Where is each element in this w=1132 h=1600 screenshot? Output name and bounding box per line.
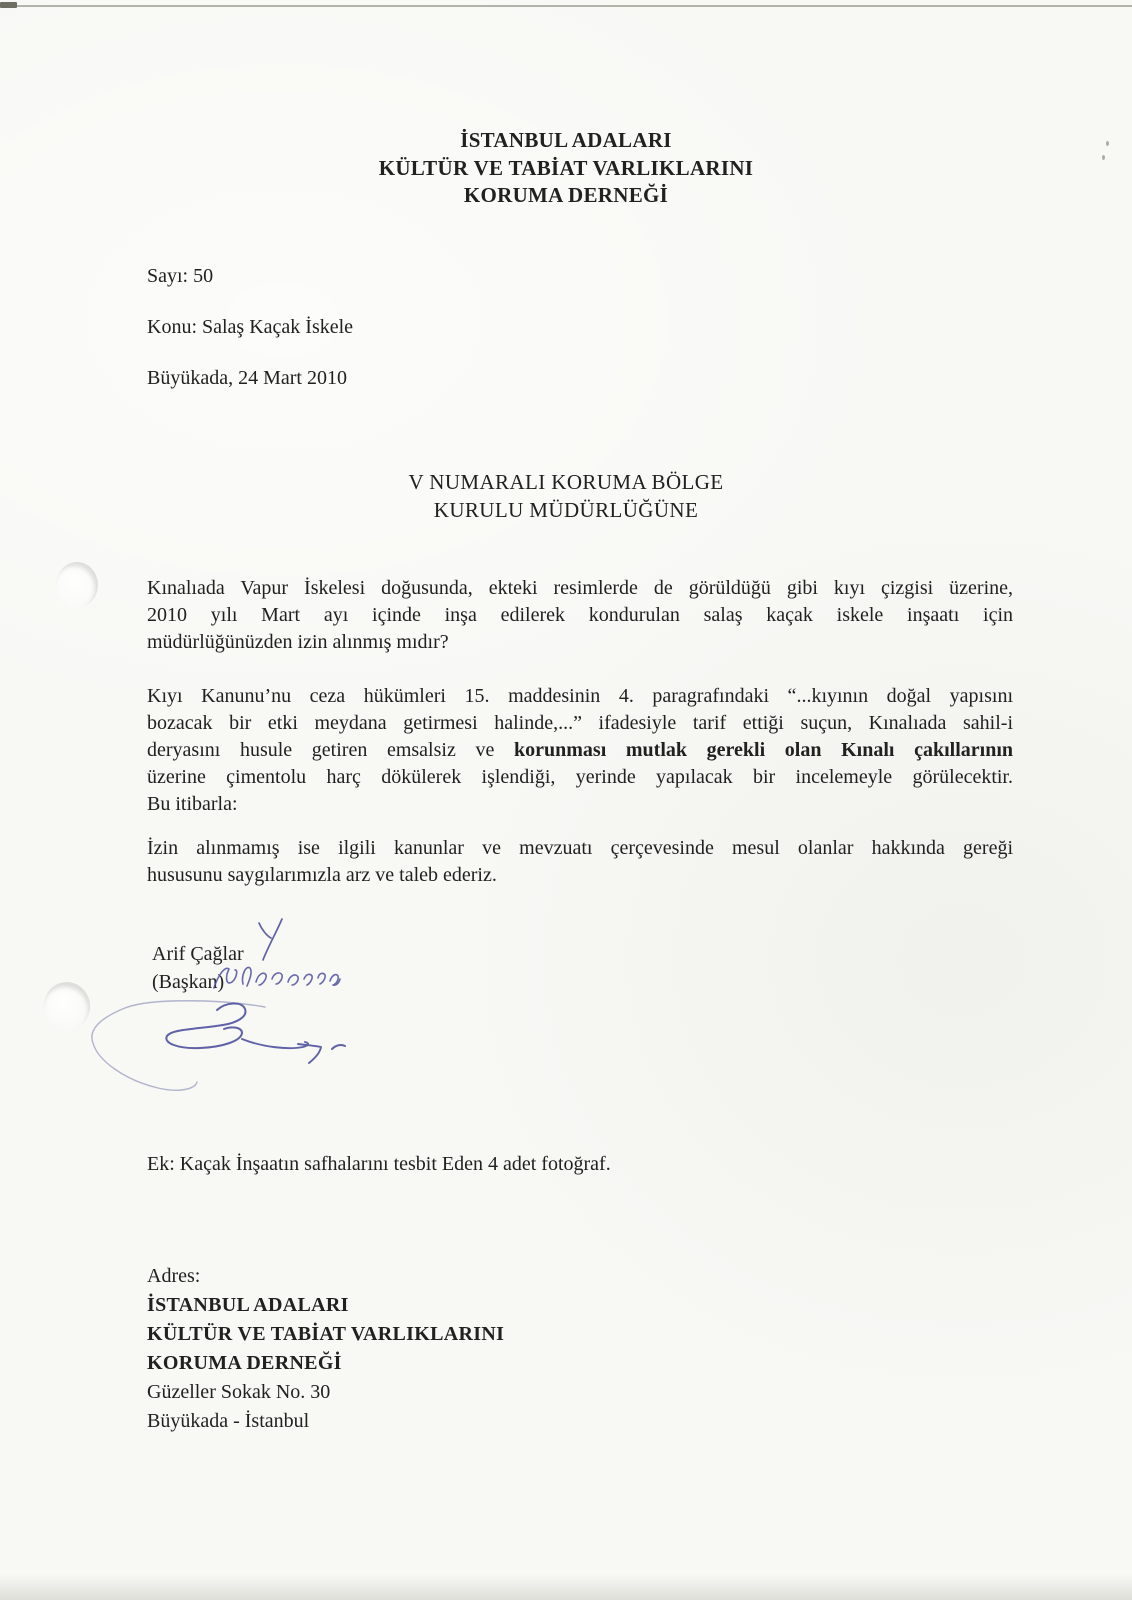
body-line: Kıyı Kanunu’nu ceza hükümleri 15. maddesinin 4. paragrafındaki “...kıyının doğal yapısını [147, 685, 1013, 707]
body-text: deryasını husule getiren emsalsiz ve [147, 739, 514, 761]
body-line: hususunu saygılarımızla arz ve taleb ederiz. [147, 864, 497, 886]
scan-top-edge-artifact [0, 5, 1132, 7]
signatory-name: Arif Çağlar [152, 943, 244, 965]
handwritten-signature [40, 898, 420, 1118]
scan-corner-mark [0, 2, 17, 8]
place-and-date: Büyükada, 24 Mart 2010 [147, 367, 347, 389]
address-org-line-3: KORUMA DERNEĞİ [147, 1352, 342, 1374]
body-line: bozacak bir etki meydana getirmesi halinde,...” ifadesiyle tarif ettiği suçun, Kınalıada sahil-i [147, 712, 1013, 734]
address-street: Güzeller Sokak No. 30 [147, 1381, 331, 1403]
signatory-title: (Başkan) [152, 971, 225, 993]
enclosure-note: Ek: Kaçak İnşaatın safhalarını tesbit Eden 4 adet fotoğraf. [147, 1153, 611, 1175]
address-org-line-1: İSTANBUL ADALARI [147, 1294, 349, 1316]
letterhead [0, 127, 1132, 210]
reference-number: Sayı: 50 [147, 265, 214, 287]
body-line: Kınalıada Vapur İskelesi doğusunda, ekteki resimlerde de görüldüğü gibi kıyı çizgisi üzerine, [147, 577, 1013, 599]
paragraph-3 [147, 835, 1013, 889]
body-line: 2010 yılı Mart ayı içinde inşa edilerek kondurulan salaş kaçak iskele inşaatı için [147, 604, 1013, 626]
address-city: Büyükada - İstanbul [147, 1410, 310, 1432]
address-block [147, 1262, 504, 1436]
recipient-line-2: KURULU MÜDÜRLÜĞÜNE [433, 497, 699, 522]
body-line: müdürlüğünüzden izin alınmış mıdır? [147, 631, 449, 653]
body-line [147, 737, 1013, 764]
hole-punch-ghost [56, 562, 98, 608]
body-line: Bu itibarla: [147, 793, 238, 815]
signature-tail [242, 1039, 321, 1063]
paragraph-2 [147, 683, 1013, 818]
signature-y-mark [259, 919, 282, 960]
letterhead-line-2: KÜLTÜR VE TABİAT VARLIKLARINI [378, 155, 754, 180]
scan-bottom-shade [0, 1574, 1132, 1600]
paragraph-1 [147, 575, 1013, 656]
body-line: üzerine çimentolu harç dökülerek işlendiği, yerinde yapılacak bir incelemeyle görülecektir. [147, 766, 1013, 788]
letterhead-line-3: KORUMA DERNEĞİ [463, 183, 669, 207]
recipient-heading [0, 469, 1132, 524]
letterhead-line-1: İSTANBUL ADALARI [460, 128, 672, 152]
signature-inner-curl [166, 1003, 245, 1048]
signature-handwritten-word [214, 967, 340, 988]
recipient-line-1: V NUMARALI KORUMA BÖLGE [408, 470, 724, 494]
bold-emphasis: korunması mutlak gerekli olan Kınalı çakıllarının [514, 739, 1013, 761]
address-org-line-2: KÜLTÜR VE TABİAT VARLIKLARINI [147, 1323, 505, 1345]
reference-subject: Konu: Salaş Kaçak İskele [147, 316, 354, 338]
signature-end-dash [332, 1045, 345, 1049]
address-label: Adres: [147, 1265, 201, 1287]
body-line: İzin alınmamış ise ilgili kanunlar ve mevzuatı çerçevesinde mesul olanlar hakkında gereği [147, 837, 1013, 859]
